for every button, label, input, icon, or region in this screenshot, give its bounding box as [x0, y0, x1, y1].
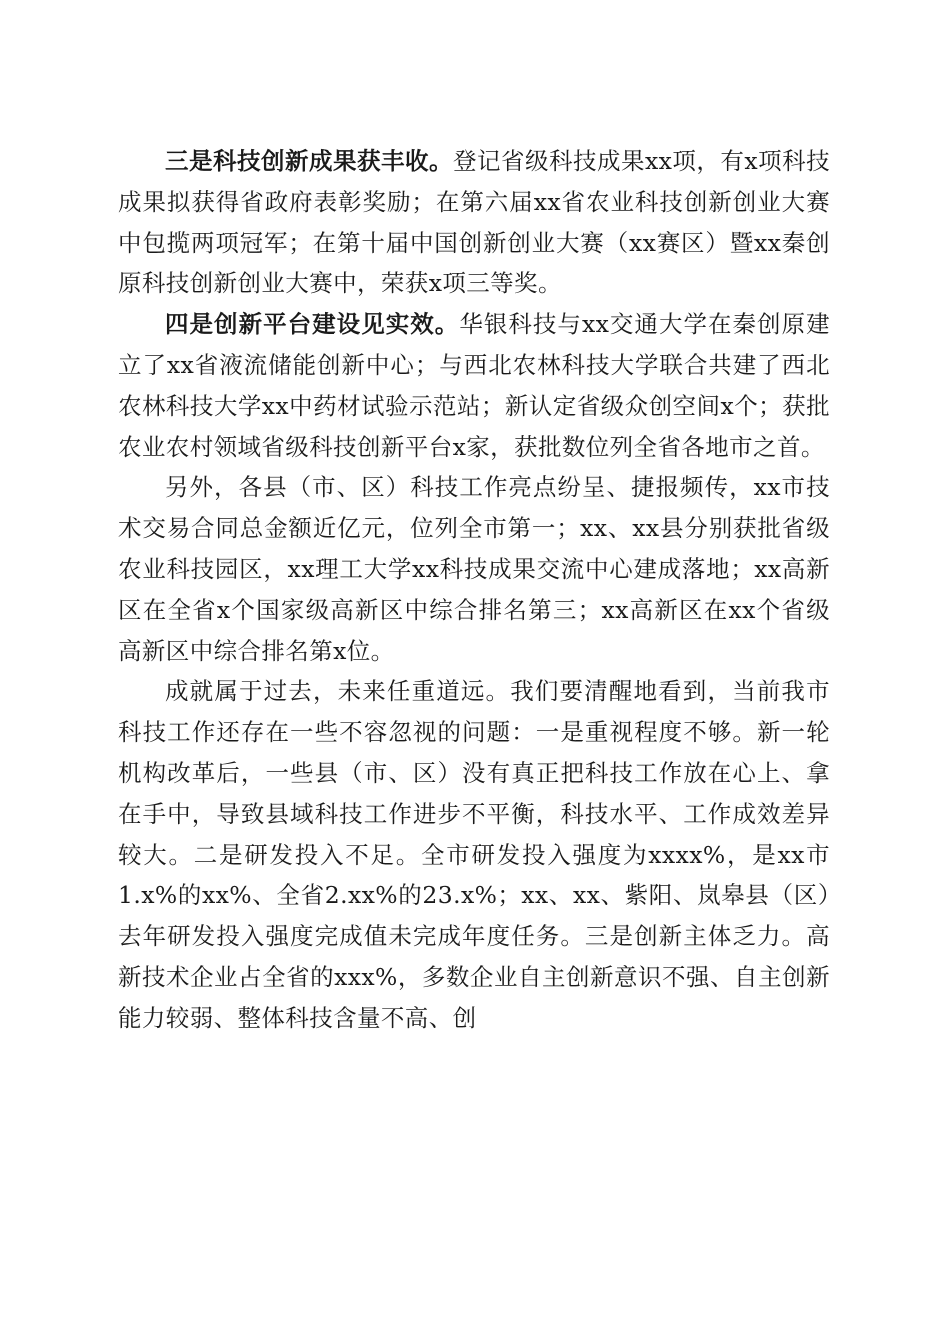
paragraph-text: 成就属于过去，未来任重道远。我们要清醒地看到，当前我市科技工作还存在一些不容忽视的问题：一是重视程度不够。新一轮机构改革后，一些县（市、区）没有真正把科技工作放在心上、拿在手中，导致县域科技工作进步不平衡，科技水平、工作成效差异较大。二是研发投入不足。全市研发投入强度为xxxx%，是xx市1.x%的xx%、全省2.xx%的23.x%；xx、xx、紫阳、岚皋县（区）去年研发投入强度完成值未完成年度任务。三是创新主体乏力。高新技术企业占全省的xxx%，多数企业自主创新意识不强、自主创新能力较弱、整体科技含量不高、创	[118, 677, 830, 1032]
paragraph-existing-problems	[118, 671, 830, 1038]
paragraph-heading: 四是创新平台建设见实效。	[165, 310, 460, 339]
paragraph-text: 登记省级科技成果xx项，有x项科技成果拟获得省政府表彰奖励；在第六届xx省农业科技创新创业大赛中包揽两项冠军；在第十届中国创新创业大赛（xx赛区）暨xx秦创原科技创新创业大赛中，荣获x项三等奖。	[118, 147, 830, 298]
paragraph-text: 华银科技与xx交通大学在秦创原建立了xx省液流储能创新中心；与西北农林科技大学联合共建了西北农林科技大学xx中药材试验示范站；新认定省级众创空间x个；获批农业农村领域省级科技创新平台x家，获批数位列全省各地市之首。	[118, 310, 831, 461]
paragraph-tech-achievements	[118, 141, 830, 304]
paragraph-text: 另外，各县（市、区）科技工作亮点纷呈、捷报频传，xx市技术交易合同总金额近亿元，位列全市第一；xx、xx县分别获批省级农业科技园区，xx理工大学xx科技成果交流中心建成落地；xx高新区在全省x个国家级高新区中综合排名第三；xx高新区在xx个省级高新区中综合排名第x位。	[118, 473, 830, 665]
document-body	[118, 141, 830, 1039]
paragraph-heading: 三是科技创新成果获丰收。	[165, 147, 453, 175]
paragraph-county-highlights	[118, 467, 830, 671]
paragraph-innovation-platforms	[118, 304, 830, 467]
